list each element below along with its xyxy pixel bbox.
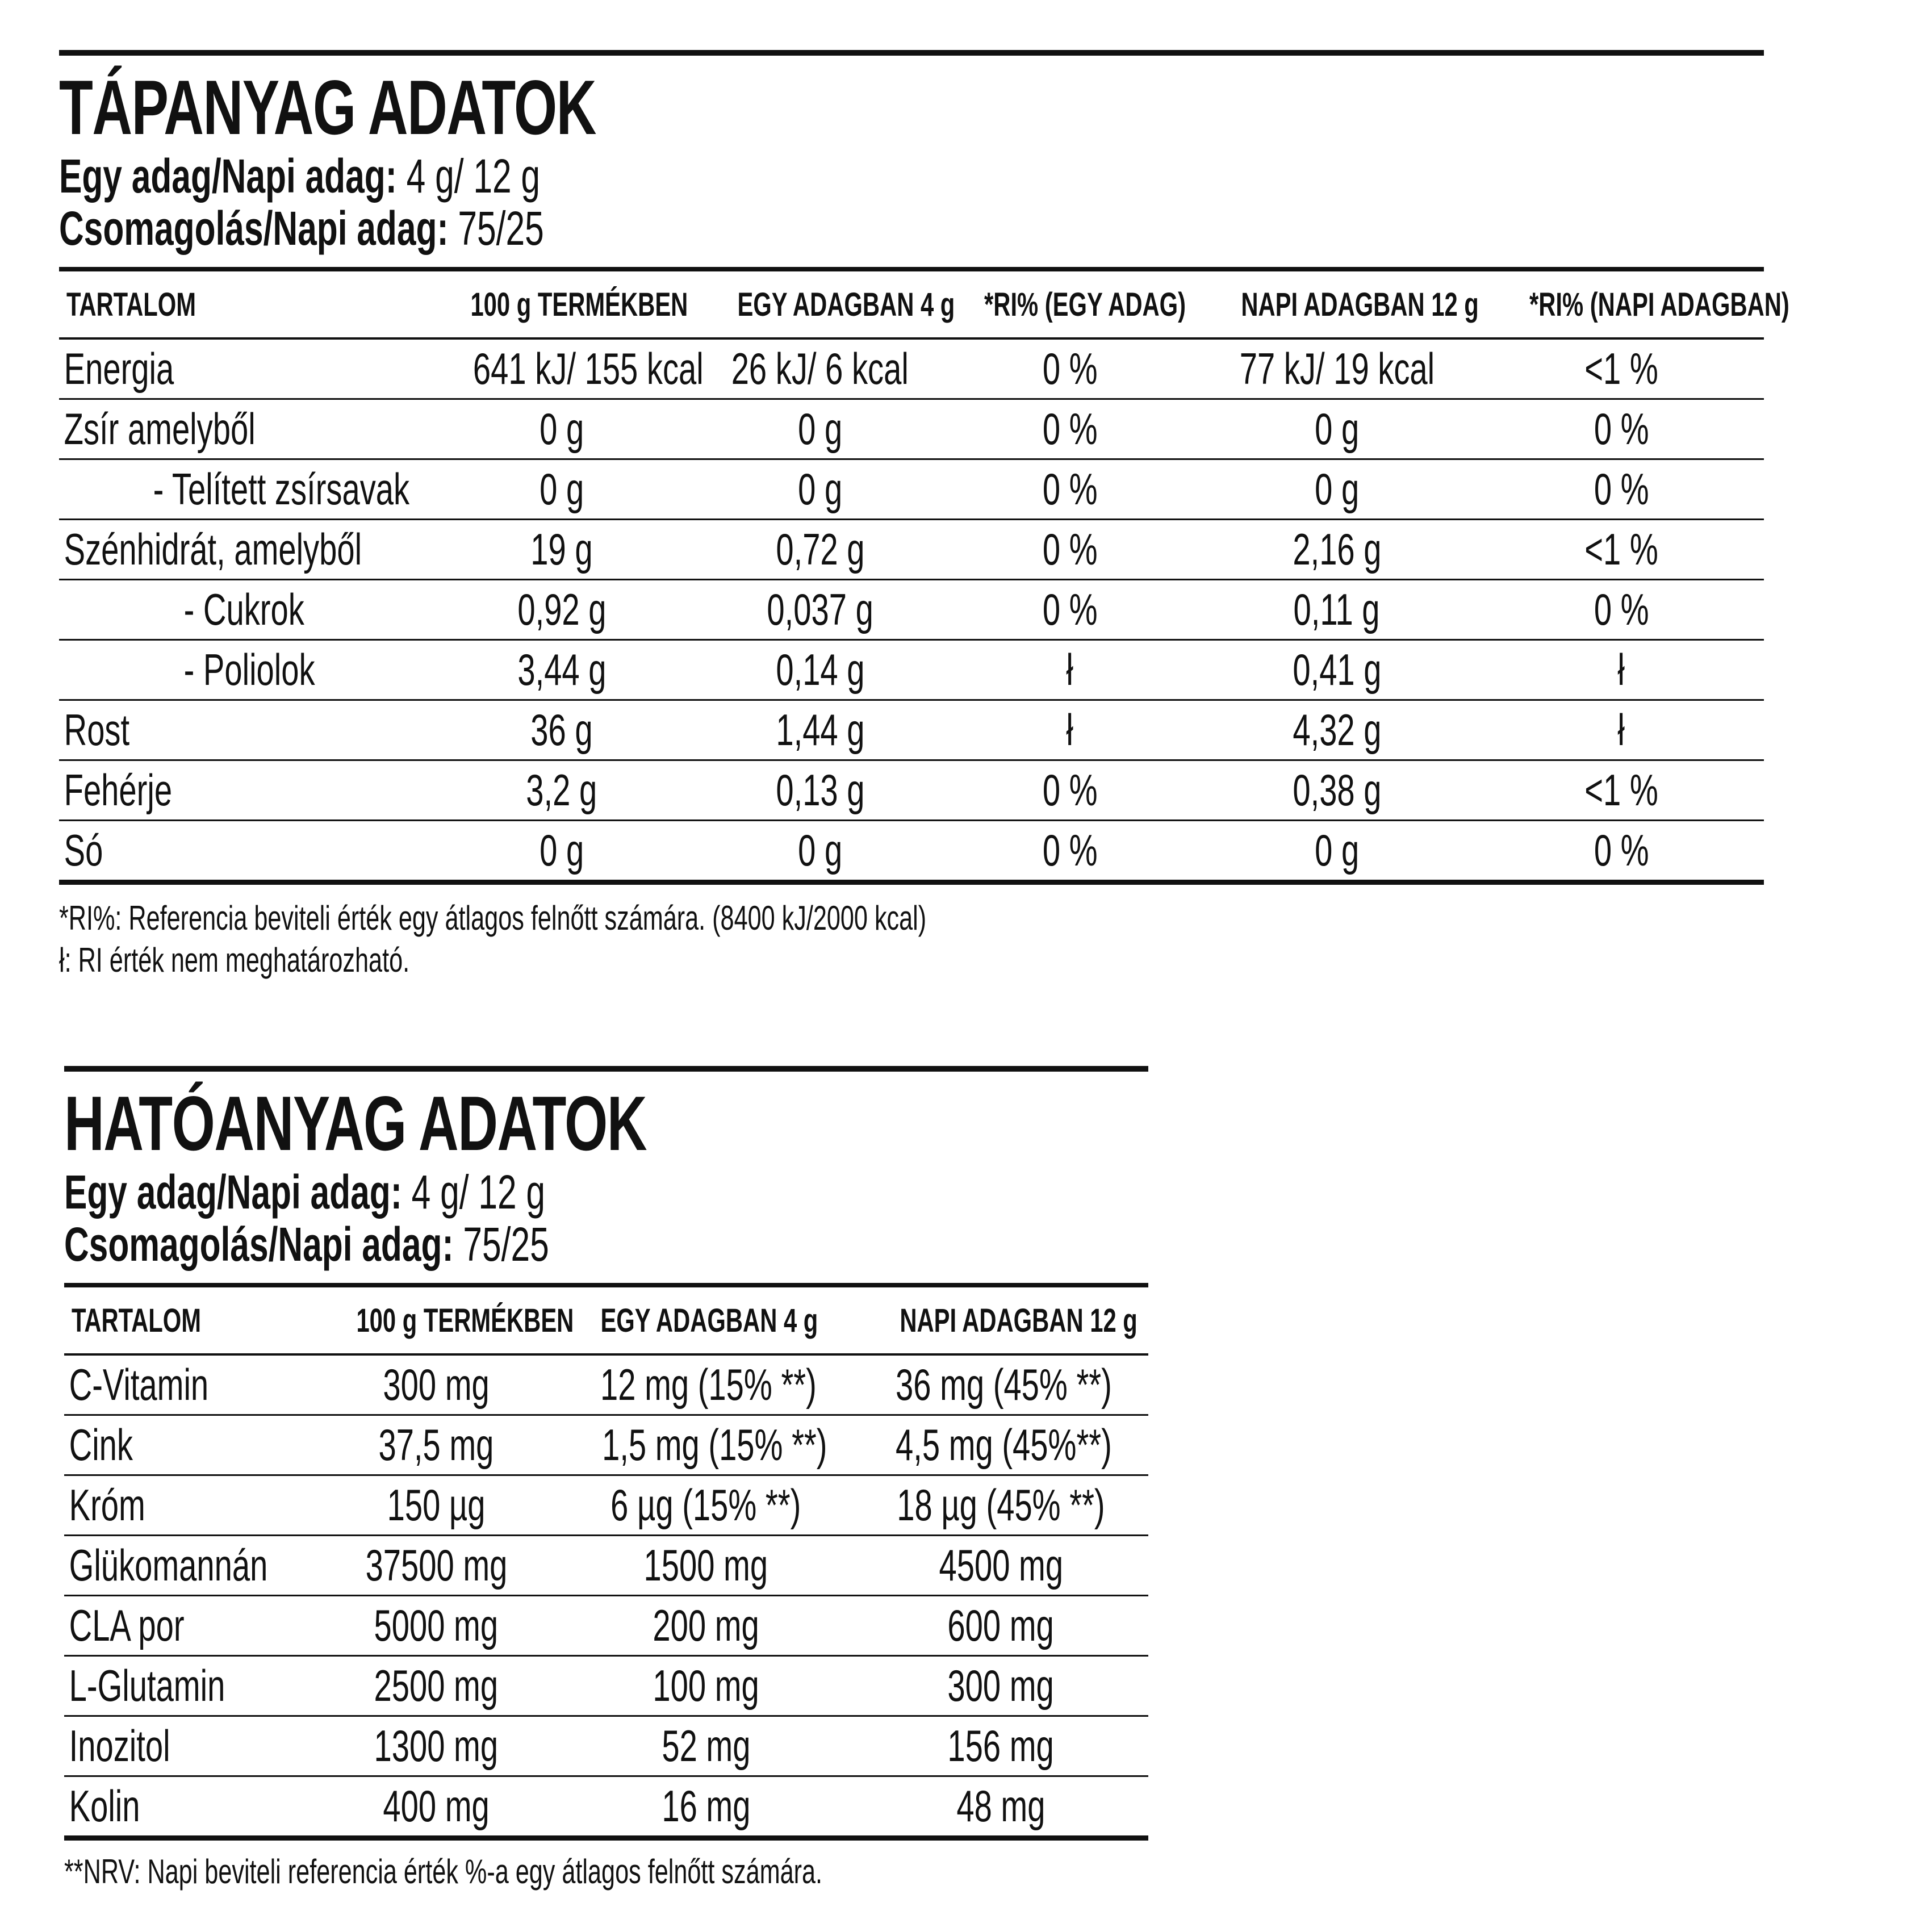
col-header: TARTALOM — [59, 269, 428, 338]
cell: 100 mg — [558, 1656, 854, 1716]
row-label: Glükomannán — [64, 1536, 314, 1596]
cell: 0 % — [945, 399, 1195, 459]
table-row — [64, 1716, 1148, 1776]
cell: 0 % — [945, 338, 1195, 399]
cell: 0 % — [945, 459, 1195, 520]
active-ingredients-panel — [64, 1066, 1148, 1893]
table-row — [59, 580, 1764, 640]
col-header: NAPI ADAGBAN 12 g — [854, 1285, 1148, 1354]
cell: 0 g — [1195, 459, 1479, 520]
serving-line — [59, 150, 1286, 202]
cell: 400 mg — [314, 1776, 558, 1838]
cell: 4500 mg — [854, 1536, 1148, 1596]
cell: 0 % — [1479, 821, 1764, 883]
cell: 200 mg — [558, 1596, 854, 1656]
row-label: C-Vitamin — [64, 1354, 314, 1415]
cell: 36 mg (45% **) — [854, 1354, 1148, 1415]
row-label: Kolin — [64, 1776, 314, 1838]
row-label: Rost — [59, 700, 428, 760]
cell: 48 mg — [854, 1776, 1148, 1838]
cell: 37,5 mg — [314, 1415, 558, 1475]
serving-label: Egy adag/Napi adag: — [59, 149, 397, 203]
cell: 0 % — [1479, 459, 1764, 520]
cell: 600 mg — [854, 1596, 1148, 1656]
cell: 0,72 g — [695, 520, 945, 580]
cell: <1 % — [1479, 338, 1764, 399]
cell: 0 g — [1195, 399, 1479, 459]
cell: 16 mg — [558, 1776, 854, 1838]
table-row — [59, 640, 1764, 700]
cell: <1 % — [1479, 520, 1764, 580]
cell: 1300 mg — [314, 1716, 558, 1776]
cell: 0 % — [945, 520, 1195, 580]
cell: 1,5 mg (15% **) — [558, 1415, 854, 1475]
cell: 19 g — [428, 520, 695, 580]
cell: 0 % — [945, 580, 1195, 640]
cell: 26 kJ/ 6 kcal — [695, 338, 945, 399]
row-label: Szénhidrát, amelyből — [59, 520, 428, 580]
cell: ł — [1479, 640, 1764, 700]
cell: 0 g — [428, 459, 695, 520]
cell: 6 µg (15% **) — [558, 1475, 854, 1536]
row-label: - Poliolok — [59, 640, 428, 700]
col-header: *RI% (EGY ADAG) — [945, 269, 1195, 338]
table-header — [64, 1285, 1148, 1354]
table-header — [59, 269, 1764, 338]
serving-line — [64, 1166, 844, 1218]
cell: 0 % — [945, 760, 1195, 821]
table-row — [64, 1596, 1148, 1656]
cell: 4,5 mg (45%**) — [854, 1415, 1148, 1475]
serving-value: 4 g/ 12 g — [396, 149, 541, 203]
table-row — [64, 1656, 1148, 1716]
col-header: *RI% (NAPI ADAGBAN) — [1479, 269, 1764, 338]
row-label: Zsír amelyből — [59, 399, 428, 459]
row-label: Fehérje — [59, 760, 428, 821]
table-row — [59, 700, 1764, 760]
cell: 0,13 g — [695, 760, 945, 821]
table-row — [64, 1354, 1148, 1415]
row-label: Cink — [64, 1415, 314, 1475]
cell: 1,44 g — [695, 700, 945, 760]
cell: 2500 mg — [314, 1656, 558, 1716]
row-label: Energia — [59, 338, 428, 399]
package-value: 75/25 — [448, 202, 544, 255]
cell: 3,44 g — [428, 640, 695, 700]
cell: 0,037 g — [695, 580, 945, 640]
top-rule — [64, 1066, 1148, 1072]
cell: 4,32 g — [1195, 700, 1479, 760]
nutrition-title: TÁPANYAG ADATOK — [59, 64, 596, 150]
cell: 0 g — [428, 821, 695, 883]
table-row — [64, 1415, 1148, 1475]
col-header: EGY ADAGBAN 4 g — [695, 269, 945, 338]
cell: ł — [945, 700, 1195, 760]
col-header: NAPI ADAGBAN 12 g — [1195, 269, 1479, 338]
cell: 37500 mg — [314, 1536, 558, 1596]
cell: 0 g — [695, 399, 945, 459]
cell: 156 mg — [854, 1716, 1148, 1776]
cell: 0 g — [695, 459, 945, 520]
row-label: Króm — [64, 1475, 314, 1536]
top-rule — [59, 50, 1764, 56]
col-header: 100 g TERMÉKBEN — [428, 269, 695, 338]
cell: 150 µg — [314, 1475, 558, 1536]
cell: 52 mg — [558, 1716, 854, 1776]
cell: 1500 mg — [558, 1536, 854, 1596]
cell: 0 g — [695, 821, 945, 883]
cell: 641 kJ/ 155 kcal — [428, 338, 695, 399]
cell: 36 g — [428, 700, 695, 760]
serving-value: 4 g/ 12 g — [402, 1165, 546, 1219]
row-label: - Telített zsírsavak — [59, 459, 428, 520]
cell: 0 % — [1479, 580, 1764, 640]
row-label: L-Glutamin — [64, 1656, 314, 1716]
cell: 18 µg (45% **) — [854, 1475, 1148, 1536]
cell: 3,2 g — [428, 760, 695, 821]
cell: 12 mg (15% **) — [558, 1354, 854, 1415]
package-value: 75/25 — [453, 1218, 549, 1271]
row-label: Só — [59, 821, 428, 883]
cell: 0 g — [428, 399, 695, 459]
cell: 0 g — [1195, 821, 1479, 883]
package-label: Csomagolás/Napi adag: — [59, 202, 449, 255]
row-label: Inozitol — [64, 1716, 314, 1776]
table-row — [59, 338, 1764, 399]
cell: 2,16 g — [1195, 520, 1479, 580]
active-table — [64, 1283, 1148, 1841]
table-row — [59, 520, 1764, 580]
table-row — [59, 760, 1764, 821]
row-label: - Cukrok — [59, 580, 428, 640]
table-row — [59, 459, 1764, 520]
cell: 300 mg — [314, 1354, 558, 1415]
cell: ł — [945, 640, 1195, 700]
nutrition-table — [59, 267, 1789, 885]
cell: 0 % — [1479, 399, 1764, 459]
serving-label: Egy adag/Napi adag: — [64, 1165, 402, 1219]
cell: ł — [1479, 700, 1764, 760]
cell: <1 % — [1479, 760, 1764, 821]
nrv-footnote: **NRV: Napi beviteli referencia érték %-a egy átlagos felnőtt számára. — [64, 1852, 823, 1891]
package-label: Csomagolás/Napi adag: — [64, 1218, 454, 1271]
ri-footnote: *RI%: Referencia beviteli érték egy átlagos felnőtt számára. (8400 kJ/2000 kcal) — [59, 899, 927, 937]
package-line — [64, 1218, 844, 1270]
col-header: TARTALOM — [64, 1285, 314, 1354]
table-row — [59, 399, 1764, 459]
cell: 0,11 g — [1195, 580, 1479, 640]
cell: 300 mg — [854, 1656, 1148, 1716]
cell: 0 % — [945, 821, 1195, 883]
package-line — [59, 202, 1286, 254]
table-row — [64, 1776, 1148, 1838]
cell: 0,14 g — [695, 640, 945, 700]
cell: 0,38 g — [1195, 760, 1479, 821]
col-header: EGY ADAGBAN 4 g — [558, 1285, 854, 1354]
cell: 0,41 g — [1195, 640, 1479, 700]
table-row — [64, 1475, 1148, 1536]
nutrition-panel — [59, 50, 1789, 981]
ri-undetermined-footnote: ł: RI érték nem meghatározható. — [59, 941, 410, 979]
cell: 0,92 g — [428, 580, 695, 640]
active-title: HATÓANYAG ADATOK — [64, 1080, 647, 1166]
cell: 77 kJ/ 19 kcal — [1195, 338, 1479, 399]
table-row — [59, 821, 1764, 883]
row-label: CLA por — [64, 1596, 314, 1656]
col-header: 100 g TERMÉKBEN — [314, 1285, 558, 1354]
cell: 5000 mg — [314, 1596, 558, 1656]
table-row — [64, 1536, 1148, 1596]
